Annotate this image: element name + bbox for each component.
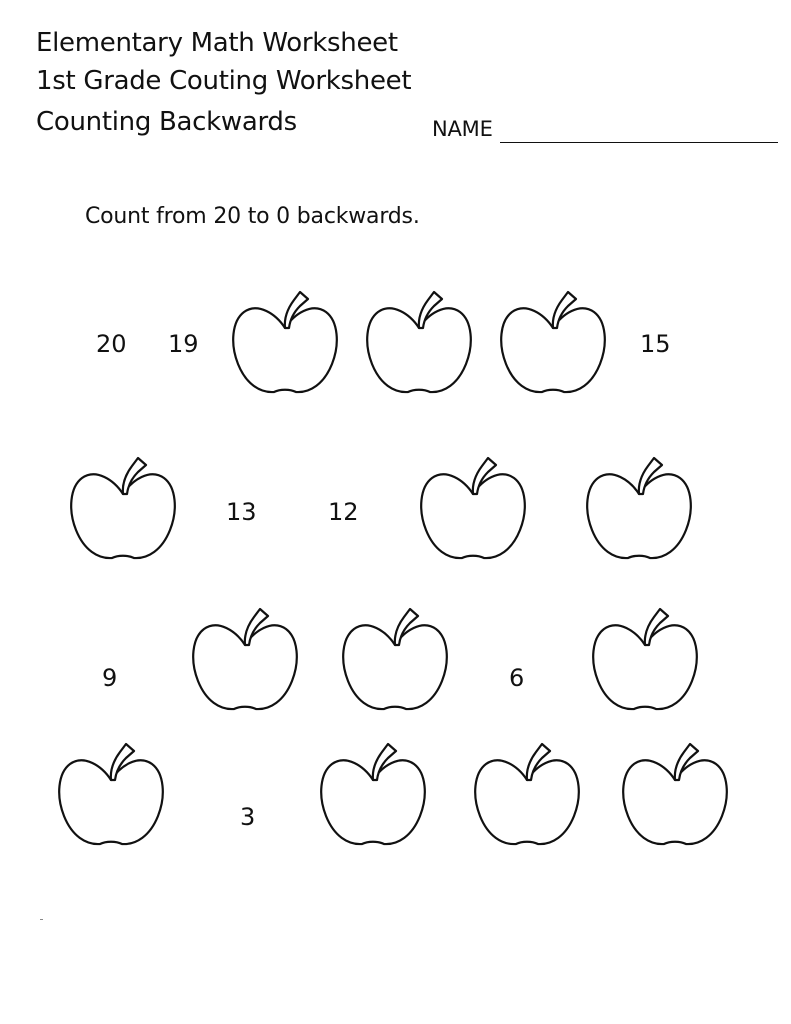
apple-icon[interactable] xyxy=(68,452,178,568)
worksheet-title: Elementary Math Worksheet xyxy=(36,28,398,58)
apple-icon[interactable] xyxy=(498,286,608,402)
apple-icon[interactable] xyxy=(56,738,166,854)
apple-icon[interactable] xyxy=(230,286,340,402)
instruction-text: Count from 20 to 0 backwards. xyxy=(85,204,420,229)
worksheet-subtitle: 1st Grade Couting Worksheet xyxy=(36,66,412,96)
apple-icon[interactable] xyxy=(340,603,450,719)
name-label: NAME xyxy=(432,117,493,141)
apple-icon[interactable] xyxy=(620,738,730,854)
worksheet-topic: Counting Backwards xyxy=(36,107,297,137)
apple-icon[interactable] xyxy=(190,603,300,719)
count-number: 15 xyxy=(640,330,671,358)
apple-icon[interactable] xyxy=(590,603,700,719)
count-number: 13 xyxy=(226,498,257,526)
count-number: 9 xyxy=(102,664,118,692)
scan-speck xyxy=(40,919,43,920)
apple-icon[interactable] xyxy=(472,738,582,854)
name-blank-line[interactable] xyxy=(500,142,778,143)
count-number: 6 xyxy=(509,664,525,692)
apple-icon[interactable] xyxy=(318,738,428,854)
count-number: 19 xyxy=(168,330,199,358)
apple-icon[interactable] xyxy=(364,286,474,402)
count-number: 3 xyxy=(240,803,256,831)
count-number: 12 xyxy=(328,498,359,526)
apple-icon[interactable] xyxy=(584,452,694,568)
count-number: 20 xyxy=(96,330,127,358)
apple-icon[interactable] xyxy=(418,452,528,568)
